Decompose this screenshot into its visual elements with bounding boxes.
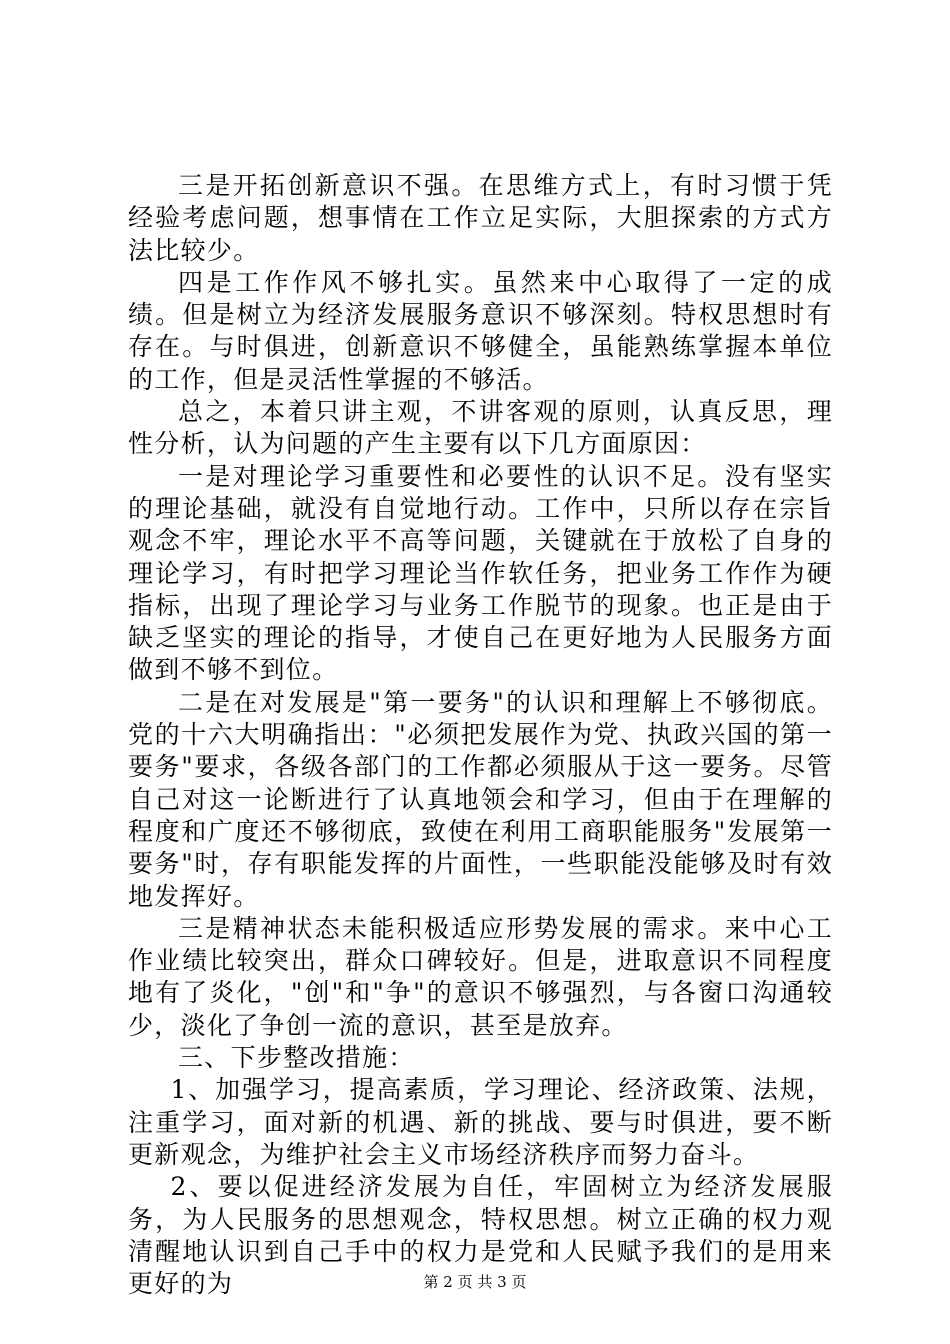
paragraph-mental-state: 三是精神状态未能积极适应形势发展的需求。来中心工作业绩比较突出，群众口碑较好。但是，进取意识不同程度地有了炎化，"创"和"争"的意识不够强烈，与各窗口沟通较少，淡化了争创一流的意识，甚至是放弃。 xyxy=(128,913,833,1040)
section-heading-rectification: 三、下步整改措施： xyxy=(178,1043,415,1073)
measure-item-2: 2、要以促进经济发展为自任，牢固树立为经济发展服务，为人民服务的思想观念，特权思想。树立正确的权力观清醒地认识到自己手中的权力是党和人民赋予我们的是用来更好的为 xyxy=(128,1172,833,1299)
paragraph-work-style: 四是工作作风不够扎实。虽然来中心取得了一定的成绩。但是树立为经济发展服务意识不够深刻。特权思想时有存在。与时俱进，创新意识不够健全，虽能熟练掌握本单位的工作，但是灵活性掌握的不够活。 xyxy=(128,267,833,394)
page-number-footer: 第 2 页 共 3 页 xyxy=(423,1273,527,1291)
paragraph-innovation: 三是开拓创新意识不强。在思维方式上，有时习惯于凭经验考虑问题，想事情在工作立足实际，大胆探索的方式方法比较少。 xyxy=(128,171,833,265)
document-body xyxy=(128,170,833,1300)
measure-item-1: 1、加强学习，提高素质，学习理论、经济政策、法规，注重学习，面对新的机遇、新的挑战、要与时俱进，要不断更新观念，为维护社会主义市场经济秩序而努力奋斗。 xyxy=(128,1075,833,1169)
paragraph-theory-study: 一是对理论学习重要性和必要性的认识不足。没有坚实的理论基础，就没有自觉地行动。工作中，只所以存在宗旨观念不牢，理论水平不高等问题，关键就在于放松了自身的理论学习，有时把学习理论当作软任务，把业务工作作为硬指标，出现了理论学习与业务工作脱节的现象。也正是由于缺乏坚实的理论的指导，才使自己在更好地为人民服务方面做到不够不到位。 xyxy=(128,461,833,685)
paragraph-development: 二是在对发展是"第一要务"的认识和理解上不够彻底。党的十六大明确指出："必须把发展作为党、执政兴国的第一要务"要求，各级各部门的工作都必须服从于这一要务。尽管自己对这一论断进行了认真地领会和学习，但由于在理解的程度和广度还不够彻底，致使在利用工商职能服务"发展第一要务"时，存有职能发挥的片面性，一些职能没能够及时有效地发挥好。 xyxy=(128,687,833,911)
paragraph-summary: 总之，本着只讲主观，不讲客观的原则，认真反思，理性分析，认为问题的产生主要有以下几方面原因： xyxy=(128,397,833,459)
